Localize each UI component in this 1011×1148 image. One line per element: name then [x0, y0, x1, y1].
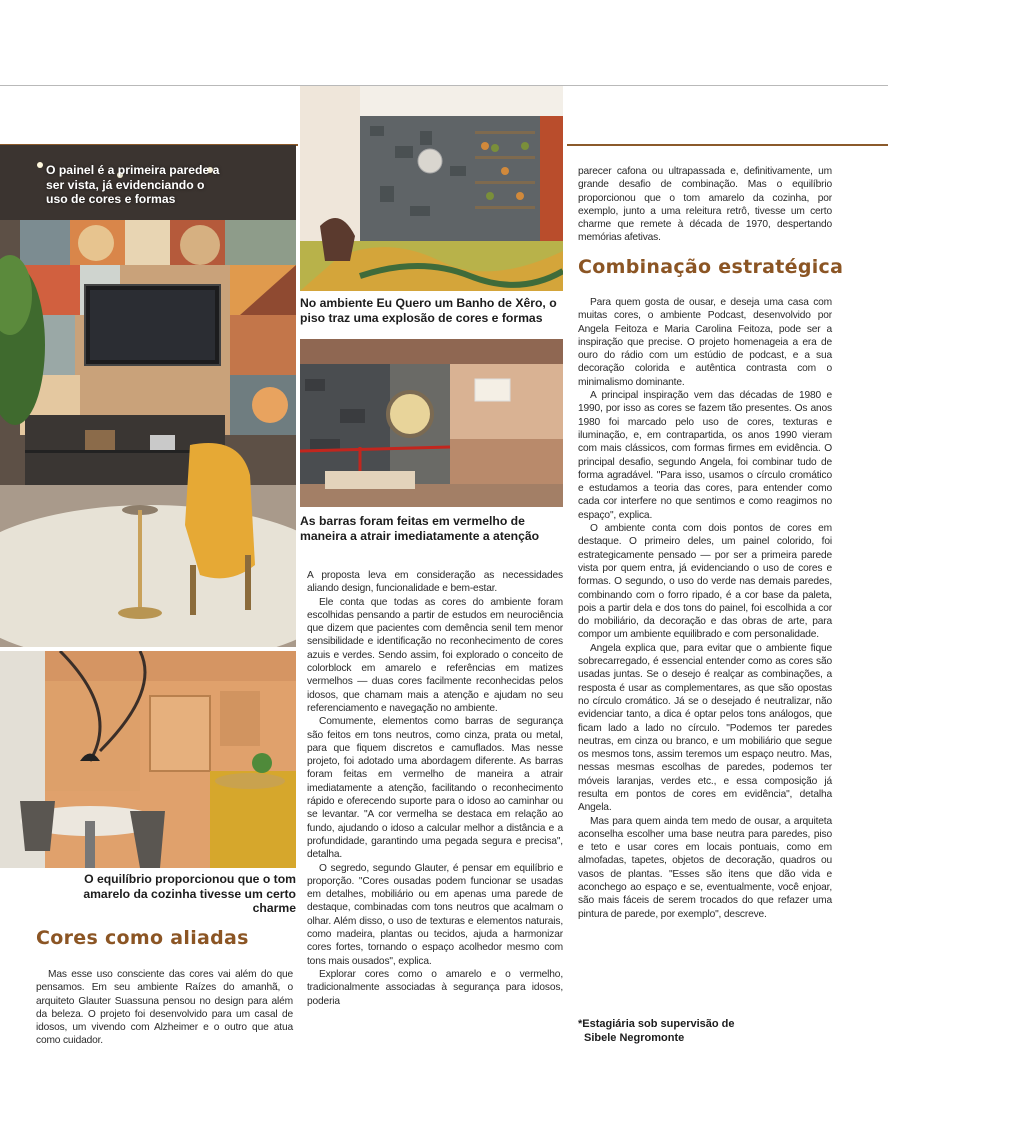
col2-paragraph: Ele conta que todas as cores do ambiente foram escolhidas pensando a partir de estudos em neurociência que dizem que pacientes com demência senil tem menor sensibilidade e identificação no reconhecimento de cores azuis e verdes. Sendo assim, foi explorado o conceito de colorblock em amarelo e referências em matizes vermelhos — duas cores facilmente reconhecidas pelos idosos, que chamam mais a atenção e ajudam no seu referenciamento e navegação no ambiente.: [307, 596, 563, 714]
col2-body: [307, 569, 563, 1008]
col3-intro-paragraph: parecer cafona ou ultrapassada e, definitivamente, um grande desafio de combinação. Mas o equilíbrio proporcionou que o tom amarelo da cozinha, por exemplo, junto a uma releitura retrô, tivesse um certo charme que remete à década de 1970, despertando memórias afetivas.: [578, 166, 832, 244]
col2-paragraph: A proposta leva em consideração as necessidades aliando design, funcionalidade e bem-estar.: [307, 570, 563, 595]
photo-red-bars-room: [300, 339, 563, 507]
col3-intro: [578, 165, 832, 245]
heading-cores-como-aliadas: Cores como aliadas: [36, 927, 249, 949]
caption-top-center: No ambiente Eu Quero um Banho de Xêro, o piso traz uma explosão de cores e formas: [300, 296, 557, 325]
col3-paragraph: Para quem gosta de ousar, e deseja uma casa com muitas cores, o ambiente Podcast, desenvolvido por Angela Feitoza e Maria Carolina Feitoza, pode ser a inspiração que precise. O projeto homenageia a era de ouro do rádio com um estúdio de podcast, e a sua decoração colorida e autêntica contrasta com o minimalismo dominante.: [578, 297, 832, 388]
footnote-author: [578, 1017, 832, 1045]
col3-paragraph: Mas para quem ainda tem medo de ousar, a arquiteta aconselha escolher uma base neutra para paredes, piso e teto e usar cores em locais pontuais, como em almofadas, tapetes, objetos de decoração, quadros ou vasos de plantas. "Esses são itens que dão vida e aconchego ao espaço e se, eventualmente, você enjoar, são mais fáceis de serem trocados do que refazer uma pintura de parede, por exemplo", descreve.: [578, 815, 832, 920]
photo-yellow-kitchen: [0, 651, 296, 868]
col1-paragraph: Mas esse uso consciente das cores vai além do que pensamos. Em seu ambiente Raízes do amanhã, o arquiteto Glauter Suassuna pensou no design para além da beleza. O projeto foi desenvolvido para um casal de idosos, um vivendo com Alzheimer e o outro que atua como cuidador.: [36, 969, 293, 1047]
col3-paragraph: O ambiente conta com dois pontos de cores em destaque. O primeiro deles, um painel colorido, foi estrategicamente pensado — por ser a primeira parede vista por quem entra, já evidenciando o uso de cores e formas. O segundo, o uso do verde nas demais paredes, combinando com o forro ripado, é a cor base da paleta, pois a partir dela e dos tons do painel, foi escolhida a cor do mobiliário, da decoração e das obras de arte, para compor um ambiente equilibrado e com personalidade.: [578, 523, 832, 641]
col2-paragraph: O segredo, segundo Glauter, é pensar em equilíbrio e proporção. "Cores ousadas podem funcionar se usadas em detalhes, mobiliário ou em apenas uma parede de destaque, combinadas com tons neutros que acalmam o olhar. Além disso, o uso de texturas e elementos naturais, como madeira, plantas ou tecidos, ajuda a harmonizar cores fortes, tornando o espaço acolhedor mesmo com tons mais ousados", explica.: [307, 862, 563, 967]
footnote-line-1: *Estagiária sob supervisão de: [578, 1018, 735, 1030]
col3-body: [578, 296, 832, 921]
heading-combinacao-estrategica: Combinação estratégica: [578, 256, 844, 278]
col2-paragraph: Comumente, elementos como barras de segurança são feitos em tons neutros, como cinza, prata ou metal, para que fiquem discretos e camuflados. Mas nesse projeto, foi adotado uma abordagem diferente. As barras foram feitas em vermelho de maneira a atrair imediatamente a atenção, facilitando o reconhecimento rápido e oferecendo suporte para o idoso ao caminhar ou se levantar. "A cor vermelha se destaca em relação ao fundo, ajudando o idoso a calcular melhor a distância e a profundidade, garantindo uma pegada segura e precisa", detalha.: [307, 716, 563, 861]
accent-rule-right: [567, 144, 888, 146]
photo-podcast-room: [0, 145, 296, 647]
caption-bottom-left: O equilíbrio proporcionou que o tom amarelo da cozinha tivesse um certo charme: [83, 872, 296, 915]
caption-middle-center: As barras foram feitas em vermelho de maneira a atrair imediatamente a atenção: [300, 514, 540, 543]
col3-paragraph: A principal inspiração vem das décadas de 1980 e 1990, por isso as cores se fazem tão presentes. Os anos 1980 foi marcado pelo uso de cores, texturas e iluminação, e, em contrapartida, os anos 1990 vieram com mais clássicos, com formas firmes em evidência. O principal desafio, segundo Angela, foi combinar tudo de forma agradável. "Para isso, usamos o círculo cromático e estudamos a teoria das cores, para entender como cada cor interfere no que sentimos e como reagimos no espaço", explica.: [578, 390, 832, 521]
caption-top-left: O painel é a primeira parede a ser vista, já evidenciando o uso de cores e formas: [46, 163, 220, 206]
col3-paragraph: Angela explica que, para evitar que o ambiente fique sobrecarregado, é essencial entender como as cores são usadas juntas. Se o desejo é realçar as combinações, a resposta é usar as complementares, as que são opostas no círculo cromático. Já se o desejado é neutralizar, não evidenciar tanto, a dica é optar pelos tons análogos, que ficam lado a lado no círculo. "Podemos ter paredes neutras, em cinza ou branco, e um mobiliário que segue os mesmos tons, assim teremos um espaço neutro. Mas, nessas mesmas escolhas de paredes, podemos ter móveis laranjas, verdes etc., e essa composição já resulta em pontos de cores em evidência", detalha Angela.: [578, 642, 832, 814]
footnote-line-2: Sibele Negromonte: [584, 1032, 685, 1044]
photo-banho-de-xero: [300, 86, 563, 291]
col1-body: [36, 968, 293, 1048]
col2-paragraph: Explorar cores como o amarelo e o vermelho, tradicionalmente associadas à segurança para idosos, poderia: [307, 968, 563, 1007]
